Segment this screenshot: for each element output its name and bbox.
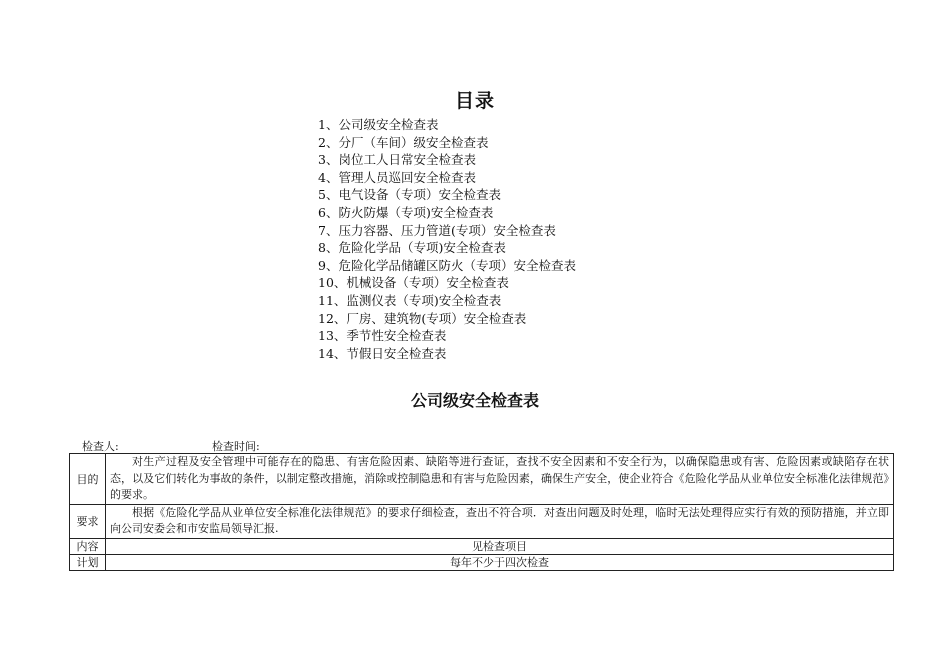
toc-item: 11、监测仪表（专项)安全检查表 xyxy=(318,292,502,308)
table-row xyxy=(70,454,894,505)
content-text: 见检查项目 xyxy=(106,538,894,554)
inspection-table xyxy=(69,453,894,571)
inspector-label: 检查人: xyxy=(82,440,119,453)
toc-item: 12、厂房、建筑物(专项）安全检查表 xyxy=(318,310,527,326)
toc-item: 6、防火防爆（专项)安全检查表 xyxy=(318,204,494,220)
row-label-requirement: 要求 xyxy=(70,504,106,538)
toc-item: 7、压力容器、压力管道(专项）安全检查表 xyxy=(318,222,556,238)
toc-title: 目录 xyxy=(454,90,495,112)
toc-item: 5、电气设备（专项）安全检查表 xyxy=(318,187,501,203)
row-label-plan: 计划 xyxy=(70,554,106,570)
requirement-text: 根据《危险化学品从业单位安全标准化法律规范》的要求仔细检查，查出不符合项．对查出问题及时处理，临时无法处理得应实行有效的预防措施，并立即向公司安委会和市安监局领导汇报. xyxy=(106,504,894,538)
toc-item: 9、危险化学品储罐区防火（专项）安全检查表 xyxy=(318,257,576,273)
table-row xyxy=(70,538,894,554)
toc-item: 10、机械设备（专项）安全检查表 xyxy=(318,275,509,291)
inspection-time-label: 检查时间: xyxy=(212,440,260,453)
row-label-purpose: 目的 xyxy=(70,454,106,505)
toc-item: 13、季节性安全检查表 xyxy=(318,328,447,344)
purpose-text: 对生产过程及安全管理中可能存在的隐患、有害危险因素、缺陷等进行查证，查找不安全因素和不安全行为，以确保隐患或有害、危险因素或缺陷存在状态，以及它们转化为事故的条件，以制定整改措施，消除或控制隐患和有害与危险因素，确保生产安全，使企业符合《危险化学品从业单位安全标准化法律规范》的要求。 xyxy=(106,454,894,505)
toc-item: 4、管理人员巡回安全检查表 xyxy=(318,169,476,185)
table-row xyxy=(70,504,894,538)
toc-item: 8、危险化学品（专项)安全检查表 xyxy=(318,240,506,256)
toc-item: 14、节假日安全检查表 xyxy=(318,345,447,361)
toc-item: 2、分厂（车间）级安全检查表 xyxy=(318,134,489,150)
table-row xyxy=(70,554,894,570)
row-label-content: 内容 xyxy=(70,538,106,554)
plan-text: 每年不少于四次检查 xyxy=(106,554,894,570)
toc-list xyxy=(318,116,576,362)
toc-item: 3、岗位工人日常安全检查表 xyxy=(318,152,476,168)
toc-item: 1、公司级安全检查表 xyxy=(318,117,439,132)
section-title: 公司级安全检查表 xyxy=(410,391,539,410)
